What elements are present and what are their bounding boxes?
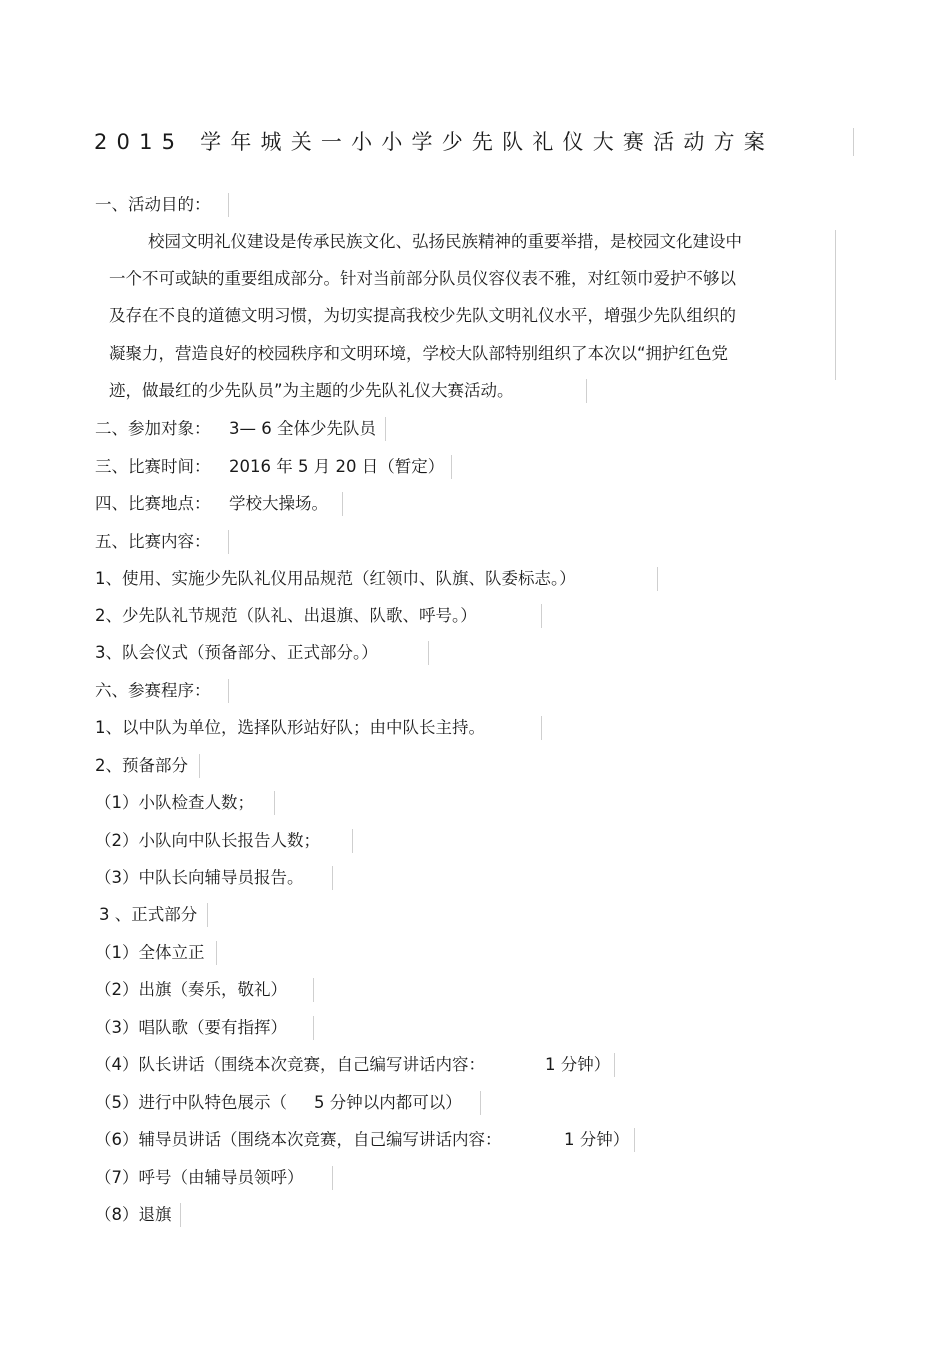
time-value: 2016 年 5 月 20 日（暂定） [229,457,445,476]
edge-mark [853,128,854,156]
edge-mark [274,791,275,815]
purpose-line-2: 一个不可或缺的重要组成部分。针对当前部分队员仪容仪表不雅，对红领巾爱护不够以 [109,269,736,288]
document-title: 2015 学年城关一小小学少先队礼仪大赛活动方案 [94,130,774,154]
content-heading: 五、比赛内容： [95,532,211,551]
content-item-2: 2、少先队礼节规范（队礼、出退旗、队歌、呼号。） [95,606,477,625]
edge-mark [313,1016,314,1040]
purpose-line-5: 迹，做最红的少先队员”为主题的少先队礼仪大赛活动。 [109,381,514,400]
edge-mark [614,1053,615,1077]
content-item-3: 3、队会仪式（预备部分、正式部分。） [95,643,378,662]
procedure-step-1: 1、以中队为单位，选择队形站好队；由中队长主持。 [95,718,485,737]
edge-mark [199,754,200,778]
prep-item-2: （2）小队向中队长报告人数； [95,831,320,850]
purpose-heading: 一、活动目的： [95,195,211,214]
purpose-line-4: 凝聚力，营造良好的校园秩序和文明环境，学校大队部特别组织了本次以“拥护红色党 [109,344,729,363]
edge-mark [385,417,386,441]
edge-mark [480,1091,481,1115]
procedure-heading: 六、参赛程序： [95,681,211,700]
participants-label: 二、参加对象： [95,419,211,438]
formal-item-3: （3）唱队歌（要有指挥） [95,1018,287,1037]
edge-mark [428,641,429,665]
edge-mark [228,193,229,217]
prep-heading: 2、预备部分 [95,756,188,775]
formal-item-8: （8）退旗 [95,1205,172,1224]
edge-mark [342,492,343,516]
edge-mark [228,530,229,554]
formal-item-2: （2）出旗（奏乐，敬礼） [95,980,287,999]
edge-mark [313,978,314,1002]
formal-heading: 3 、正式部分 [99,905,198,924]
edge-mark [451,455,452,479]
edge-mark [352,829,353,853]
edge-mark [180,1203,181,1227]
edge-mark [541,716,542,740]
formal-item-1: （1）全体立正 [95,943,205,962]
formal-item-4-text: （4）队长讲话（围绕本次竞赛，自己编写讲话内容： [95,1055,485,1074]
formal-item-6-time: 1 分钟） [564,1130,630,1149]
venue-value: 学校大操场。 [229,494,328,513]
edge-mark [835,230,836,380]
venue-label: 四、比赛地点： [95,494,211,513]
prep-item-1: （1）小队检查人数； [95,793,254,812]
prep-item-3: （3）中队长向辅导员报告。 [95,868,304,887]
edge-mark [228,679,229,703]
edge-mark [541,604,542,628]
formal-item-5-time: 5 分钟以内都可以） [314,1093,462,1112]
purpose-line-3: 及存在不良的道德文明习惯，为切实提高我校少先队文明礼仪水平，增强少先队组织的 [109,306,736,325]
formal-item-6-text: （6）辅导员讲话（围绕本次竞赛，自己编写讲话内容： [95,1130,502,1149]
formal-item-7: （7）呼号（由辅导员领呼） [95,1168,304,1187]
edge-mark [332,1166,333,1190]
participants-value: 3— 6 全体少先队员 [229,419,376,438]
edge-mark [216,941,217,965]
purpose-line-1: 校园文明礼仪建设是传承民族文化、弘扬民族精神的重要举措，是校园文化建设中 [148,232,742,251]
edge-mark [332,866,333,890]
content-item-1: 1、使用、实施少先队礼仪用品规范（红领巾、队旗、队委标志。） [95,569,576,588]
edge-mark [586,379,587,403]
edge-mark [657,567,658,591]
time-label: 三、比赛时间： [95,457,211,476]
formal-item-4-time: 1 分钟） [545,1055,611,1074]
edge-mark [207,903,208,927]
edge-mark [634,1128,635,1152]
formal-item-5-text: （5）进行中队特色展示（ [95,1093,287,1112]
